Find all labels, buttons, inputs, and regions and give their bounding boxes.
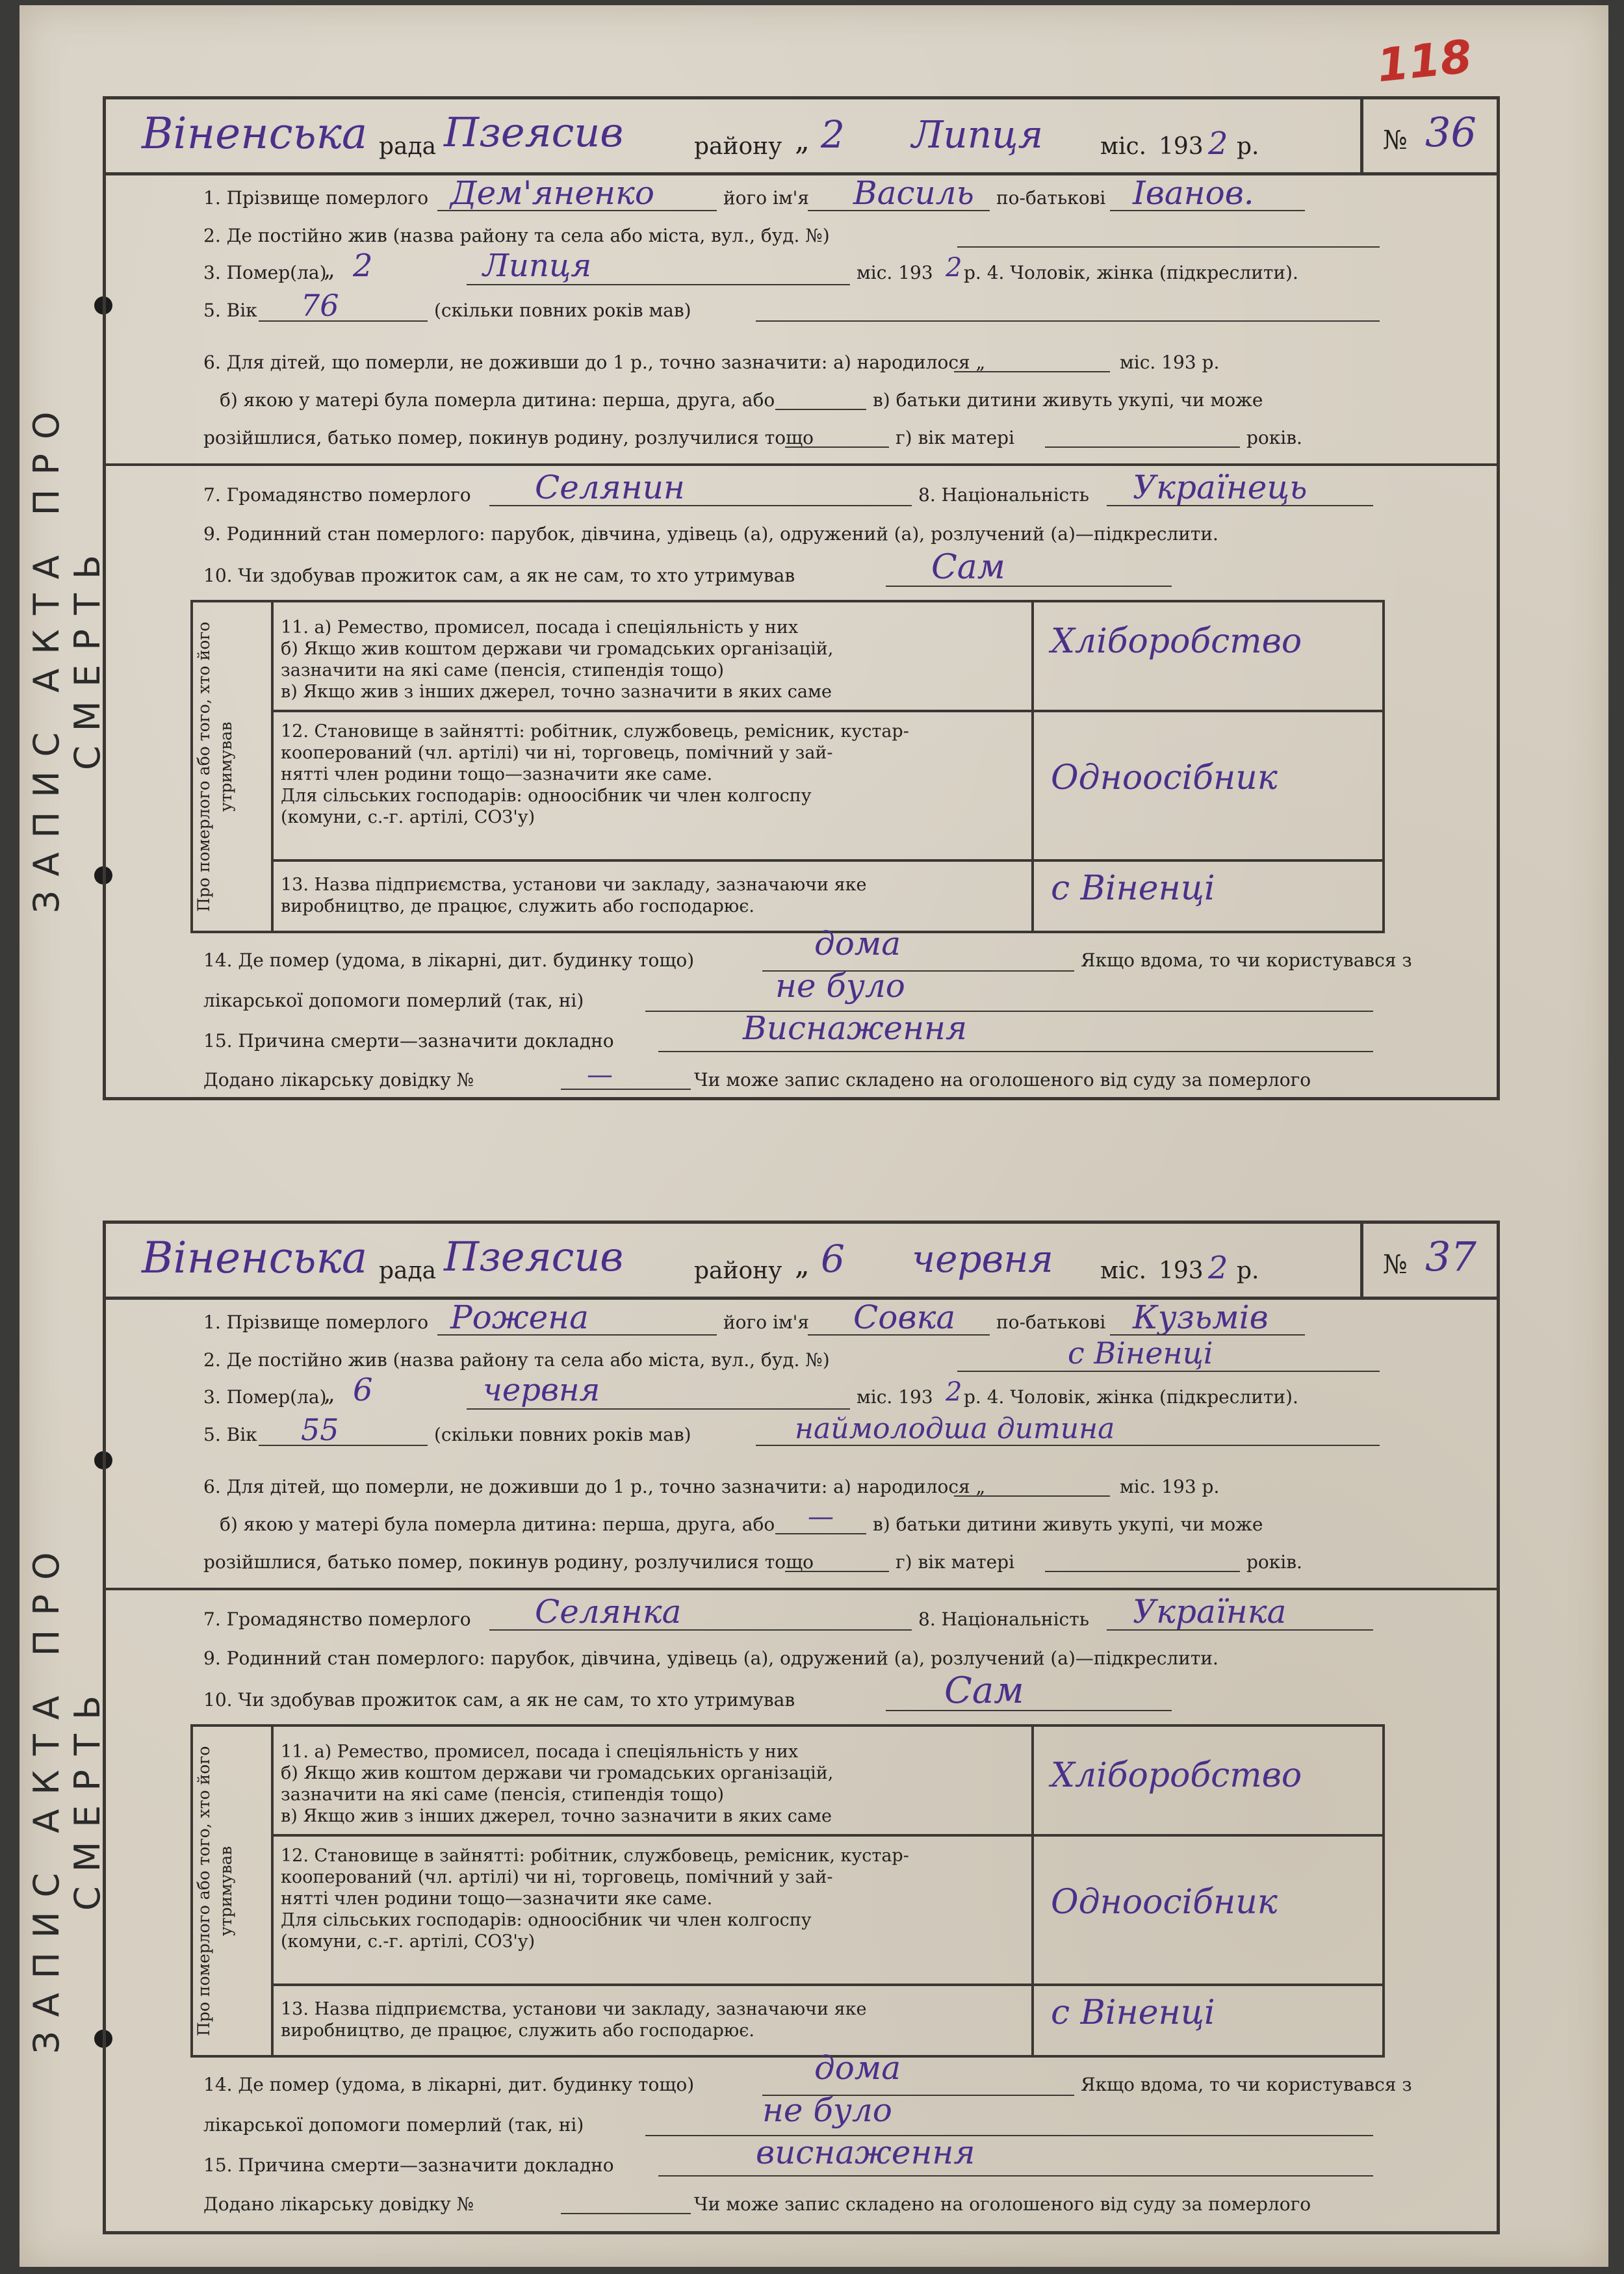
year-suffix: р. <box>1237 1258 1259 1284</box>
row-divider <box>271 859 1382 862</box>
underline <box>756 1445 1380 1446</box>
year-prefix: 193 <box>1159 133 1204 160</box>
patronymic-value: Кузьмів <box>1133 1299 1269 1336</box>
q15-label: 15. Причина смерти—зазначити докладно <box>203 2154 614 2176</box>
year-prefix: 193 <box>1159 1258 1204 1284</box>
q1-surname-label: 1. Прізвище померлого <box>203 187 429 209</box>
q6-line3-mid: г) вік матері <box>896 1551 1015 1573</box>
residence-value: с Віненці <box>1068 1336 1213 1371</box>
q15-label: 15. Причина смерти—зазначити докладно <box>203 1030 614 1052</box>
underline <box>467 284 850 285</box>
q1-patronymic-label: по-батькові <box>996 187 1106 209</box>
occupation-section <box>190 1724 1385 2058</box>
underline <box>808 1334 990 1336</box>
q6-line1-end: міс. 193 р. <box>1120 352 1220 373</box>
q14-line2: лікарської допомоги померлий (так, ні) <box>203 990 584 1011</box>
underline <box>775 1533 866 1534</box>
council-value: Віненська <box>142 109 368 159</box>
underline <box>467 1408 850 1410</box>
quote-open: „ <box>795 124 810 157</box>
q6-line3: розійшлися, батько помер, покинув родину, розлучилися тощо <box>203 1551 814 1573</box>
death-day-value: 2 <box>353 248 373 284</box>
q12-label: 12. Становище в зайнятті: робітник, службовець, ремісник, кустар- кооперований (чл. артілі) чи ні, торговець, помічний у зай- нятті член родини тощо—зазначити яке саме. Для сільських господарів: одноосібник чи член колгоспу (комуни, с.-г. артілі, СОЗ'у) <box>281 1846 909 1952</box>
supported-by-value: Сам <box>944 1670 1024 1712</box>
q14-label: 14. Де помер (удома, в лікарні, дит. будинку тощо) <box>203 950 695 971</box>
cause-value: Виснаження <box>743 1009 968 1047</box>
number-label: № <box>1383 125 1408 155</box>
q3-month-label: міс. 193 <box>857 262 933 283</box>
q3-label: 3. Помер(ла) <box>203 1386 327 1408</box>
age-extra-value: наймолодша дитина <box>795 1412 1115 1445</box>
q6-line3-mid: г) вік матері <box>896 427 1015 448</box>
q16-label: Додано лікарську довідку № <box>203 2193 474 2215</box>
record-number-box <box>1360 1224 1497 1297</box>
underline <box>785 446 889 448</box>
underline <box>954 1495 1110 1497</box>
underline <box>658 1051 1373 1052</box>
underline <box>561 2213 691 2214</box>
surname-value: Рожена <box>450 1299 589 1336</box>
section-divider <box>106 1588 1497 1590</box>
record-form <box>103 1221 1500 2234</box>
q11-label: 11. а) Ремество, промисел, посада і спеціяльність у них б) Якщо жив коштом держави чи громадських організацій, зазначити на які саме (пенсія, стипендія тощо) в) Якщо жив з інших джерел, точно зазначити в яких саме <box>281 1742 834 1826</box>
medical-help-value: не було <box>775 967 905 1005</box>
q14-label: 14. Де помер (удома, в лікарні, дит. будинку тощо) <box>203 2074 695 2095</box>
q6-line1: 6. Для дітей, що померли, не доживши до 1 р., точно зазначити: а) народилося „ <box>203 1476 986 1497</box>
underline <box>785 1571 889 1572</box>
q6-line2-end: в) батьки дитини живуть укупі, чи може <box>873 389 1263 411</box>
q3-month-label: міс. 193 <box>857 1386 933 1408</box>
underline <box>437 1334 717 1336</box>
underline <box>1107 1629 1373 1631</box>
underline <box>808 210 990 211</box>
column-divider <box>1031 1727 1034 2055</box>
month-value: червня <box>912 1237 1053 1281</box>
citizenship-value: Селянин <box>535 469 685 506</box>
underline <box>259 1445 428 1446</box>
q7-label: 7. Громадянство померлого <box>203 484 471 506</box>
name-value: Совка <box>853 1299 956 1336</box>
occupation-side-label: Про померлого або того, хто його утримував <box>193 1727 274 2055</box>
q14-line2: лікарської допомоги померлий (так, ні) <box>203 2114 584 2136</box>
occupation-section <box>190 600 1385 933</box>
record-form <box>103 96 1500 1100</box>
underline <box>957 246 1380 248</box>
surname-value: Дем'яненко <box>450 174 654 212</box>
underline <box>1110 210 1305 211</box>
place-of-death-value: дома <box>814 925 901 963</box>
q1-patronymic-label: по-батькові <box>996 1311 1106 1333</box>
age-value: 76 <box>301 288 339 323</box>
council-value: Віненська <box>142 1233 368 1283</box>
side-title: ЗАПИС АКТА ПРО СМЕРТЬ <box>26 397 108 913</box>
q6-line2: б) якою у матері була померла дитина: перша, друга, або <box>220 389 775 411</box>
q8-label: 8. Національність <box>918 1609 1089 1630</box>
death-record <box>103 96 1500 1100</box>
month-label: міс. <box>1100 1258 1147 1284</box>
q5-hint: (скільки повних років мав) <box>434 1424 691 1445</box>
q6-line1: 6. Для дітей, що померли, не доживши до 1 р., точно зазначити: а) народилося „ <box>203 352 986 373</box>
supported-by-value: Сам <box>931 548 1005 587</box>
underline <box>1045 446 1240 448</box>
council-label: рада <box>379 133 437 160</box>
underline <box>437 210 717 211</box>
q13-label: 13. Назва підприємства, установи чи закладу, зазначаючи яке виробництво, де працює, служить або господарює. <box>281 1999 867 2041</box>
quote-open: „ <box>324 1381 335 1407</box>
status-value: Одноосібник <box>1051 758 1278 797</box>
q14-end: Якщо вдома, то чи користувався з <box>1081 2074 1412 2095</box>
year-digit: 2 <box>1208 1250 1228 1286</box>
side-title: ЗАПИС АКТА ПРО СМЕРТЬ <box>26 1538 108 2054</box>
q9-label: 9. Родинний стан померлого: парубок, дівчина, удівець (а), одружений (а), розлучений (а)—підкреслити. <box>203 523 1218 545</box>
q16-end: Чи може запис складено на оголошеного від суду за померлого <box>694 2193 1311 2215</box>
q5-hint: (скільки повних років мав) <box>434 300 691 321</box>
record-number: 36 <box>1425 109 1476 156</box>
underline <box>957 1371 1380 1372</box>
q6-line3-end: років. <box>1246 1551 1302 1573</box>
q10-label: 10. Чи здобував прожиток сам, а як не сам, то хто утримував <box>203 1689 795 1711</box>
quote-open: „ <box>324 257 335 283</box>
year-suffix: р. <box>1237 133 1259 160</box>
certificate-value: — <box>587 1060 613 1090</box>
underline <box>489 505 912 506</box>
nationality-value: Українець <box>1133 469 1308 506</box>
death-record <box>103 1221 1500 2234</box>
month-label: міс. <box>1100 133 1147 160</box>
page-number: 118 <box>1374 29 1475 93</box>
age-value: 55 <box>301 1412 339 1447</box>
death-month-value: Липця <box>483 248 592 284</box>
occupation-side-label: Про померлого або того, хто його утримував <box>193 602 274 931</box>
underline <box>954 371 1110 372</box>
month-value: Липця <box>912 112 1043 157</box>
name-value: Василь <box>853 174 974 212</box>
underline <box>1045 1571 1240 1572</box>
district-value: Пзеясив <box>444 1233 624 1280</box>
q6-line3: розійшлися, батько помер, покинув родину, розлучилися тощо <box>203 427 814 448</box>
q14-end: Якщо вдома, то чи користувався з <box>1081 950 1412 971</box>
q8-label: 8. Національність <box>918 484 1089 506</box>
q5-label: 5. Вік <box>203 1424 257 1445</box>
death-year-digit: 2 <box>946 253 962 283</box>
citizenship-value: Селянка <box>535 1593 682 1631</box>
workplace-value: с Віненці <box>1051 1993 1215 2032</box>
underline <box>658 2175 1373 2177</box>
q9-label: 9. Родинний стан померлого: парубок, дівчина, удівець (а), одружений (а), розлучений (а)—підкреслити. <box>203 1647 1218 1669</box>
q7-label: 7. Громадянство померлого <box>203 1609 471 1630</box>
q12-label: 12. Становище в зайнятті: робітник, службовець, ремісник, кустар- кооперований (чл. артілі) чи ні, торговець, помічний у зай- нятті член родини тощо—зазначити яке саме. Для сільських господарів: одноосібник чи член колгоспу (комуни, с.-г. артілі, СОЗ'у) <box>281 721 909 827</box>
cause-value: виснаження <box>756 2134 975 2171</box>
year-digit: 2 <box>1208 125 1228 162</box>
q10-label: 10. Чи здобував прожиток сам, а як не сам, то хто утримував <box>203 565 795 586</box>
quote-open: „ <box>795 1248 810 1282</box>
nationality-value: Українка <box>1133 1593 1287 1631</box>
section-divider <box>106 463 1497 466</box>
q5-label: 5. Вік <box>203 300 257 321</box>
occupation-value: Хліборобство <box>1051 1756 1302 1795</box>
q6-line2-end: в) батьки дитини живуть укупі, чи може <box>873 1514 1263 1535</box>
record-header <box>106 99 1497 175</box>
q6-line3-end: років. <box>1246 427 1302 448</box>
q1-name-label: його ім'я <box>723 1311 810 1333</box>
place-of-death-value: дома <box>814 2049 901 2087</box>
council-label: рада <box>379 1258 437 1284</box>
q6-line2: б) якою у матері була померла дитина: перша, друга, або <box>220 1514 775 1535</box>
district-label: району <box>694 1258 782 1284</box>
death-day-value: 6 <box>353 1372 373 1408</box>
record-number-box <box>1360 99 1497 172</box>
q3-label: 3. Помер(ла) <box>203 262 327 283</box>
underline <box>1107 505 1373 506</box>
workplace-value: с Віненці <box>1051 869 1215 908</box>
row-divider <box>271 710 1382 712</box>
q2-label: 2. Де постійно жив (назва району та села або міста, вул., буд. №) <box>203 225 830 246</box>
column-divider <box>1031 602 1034 931</box>
patronymic-value: Іванов. <box>1133 174 1254 212</box>
q2-label: 2. Де постійно жив (назва району та села або міста, вул., буд. №) <box>203 1349 830 1371</box>
q1-surname-label: 1. Прізвище померлого <box>203 1311 429 1333</box>
q4-label: р. 4. Чоловік, жінка (підкреслити). <box>964 262 1298 283</box>
underline <box>259 320 428 322</box>
q11-label: 11. а) Ремество, промисел, посада і спеціяльність у них б) Якщо жив коштом держави чи громадських організацій, зазначити на які саме (пенсія, стипендія тощо) в) Якщо жив з інших джерел, точно зазначити в яких саме <box>281 617 834 702</box>
row-divider <box>271 1983 1382 1986</box>
record-number: 37 <box>1425 1233 1476 1280</box>
number-label: № <box>1383 1250 1408 1280</box>
district-value: Пзеясив <box>444 109 624 156</box>
underline <box>645 2135 1373 2136</box>
q1-name-label: його ім'я <box>723 187 810 209</box>
day-value: 2 <box>821 112 845 157</box>
q16-label: Додано лікарську довідку № <box>203 1069 474 1091</box>
medical-help-value: не було <box>762 2091 892 2129</box>
status-value: Одноосібник <box>1051 1883 1278 1922</box>
underline <box>756 320 1380 322</box>
underline <box>886 1710 1172 1711</box>
district-label: району <box>694 133 782 160</box>
underline <box>775 409 866 410</box>
death-month-value: червня <box>483 1372 600 1408</box>
q6-line1-end: міс. 193 р. <box>1120 1476 1220 1497</box>
underline <box>561 1089 691 1090</box>
row-divider <box>271 1834 1382 1837</box>
q16-end: Чи може запис складено на оголошеного від суду за померлого <box>694 1069 1311 1091</box>
death-year-digit: 2 <box>946 1377 962 1407</box>
q13-label: 13. Назва підприємства, установи чи закладу, зазначаючи яке виробництво, де працює, служить або господарює. <box>281 875 867 916</box>
underline <box>489 1629 912 1631</box>
birth-order-value: — <box>808 1502 834 1532</box>
document-page <box>19 5 1608 2267</box>
underline <box>886 586 1172 587</box>
day-value: 6 <box>821 1237 845 1281</box>
q4-label: р. 4. Чоловік, жінка (підкреслити). <box>964 1386 1298 1408</box>
record-header <box>106 1224 1497 1300</box>
occupation-value: Хліборобство <box>1051 622 1302 661</box>
